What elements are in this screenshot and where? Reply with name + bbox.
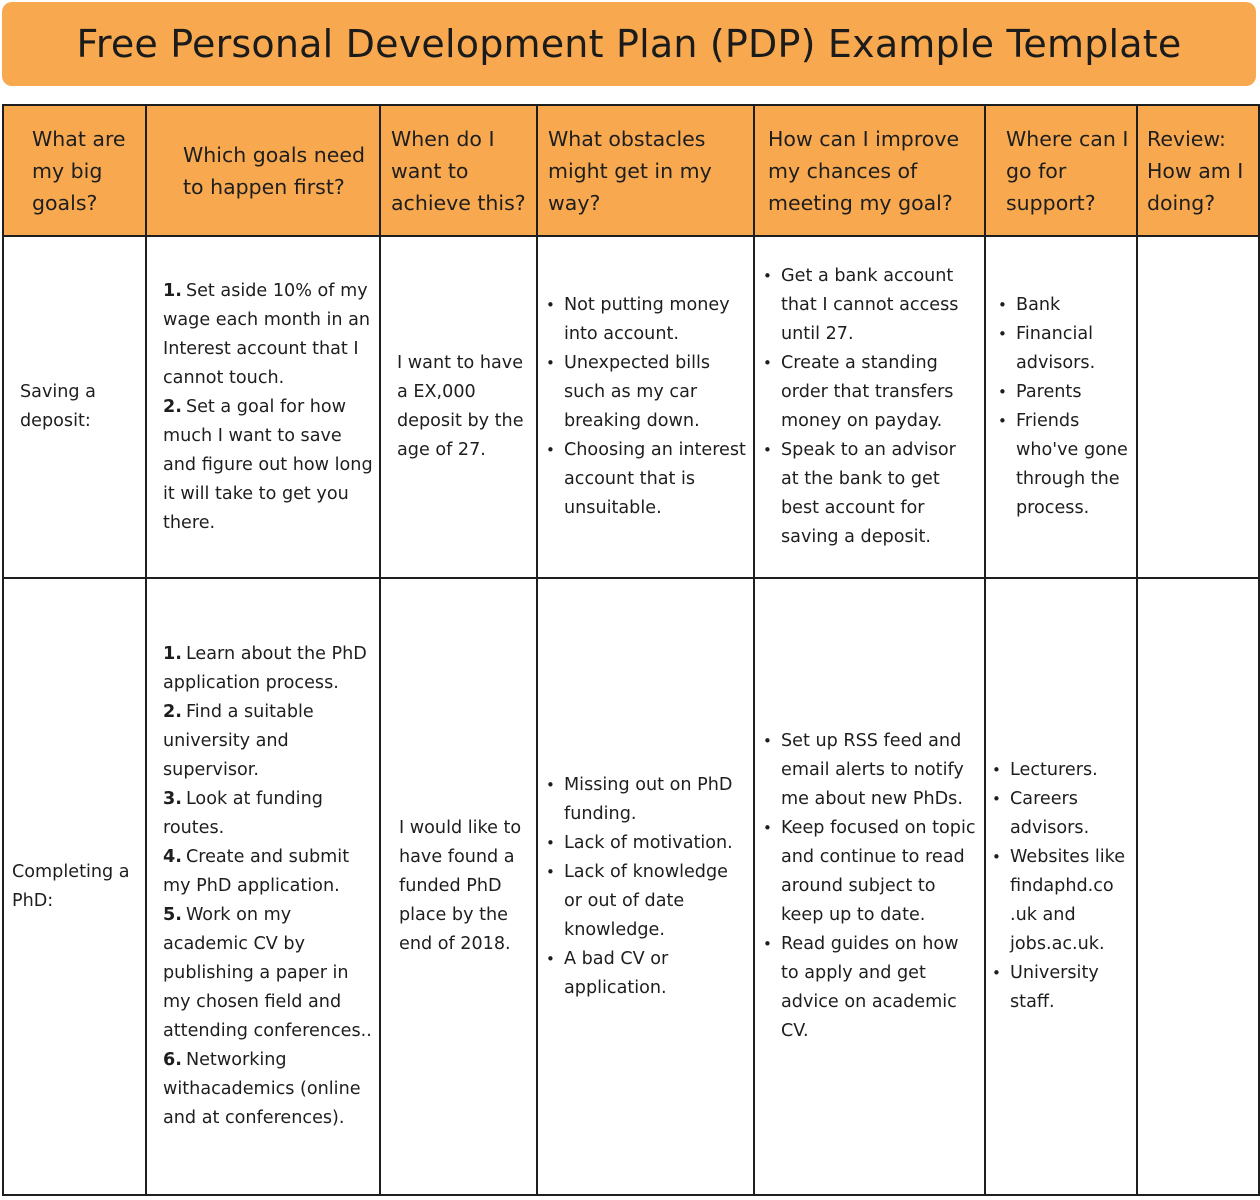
step-text: Set aside 10% of my wage each month in an Interest account that I cannot touch. — [163, 280, 371, 388]
obstacle-item: • Lack of motivation. — [546, 829, 747, 858]
improve-list — [763, 262, 978, 552]
header-goals-first: Which goals need to happen first? — [146, 105, 380, 236]
obstacles-cell — [537, 578, 754, 1195]
step-number: 6. — [163, 1050, 182, 1070]
goal-cell: Completing a PhD: — [3, 578, 146, 1195]
improve-item: • Read guides on how to apply and get advice on academic CV. — [763, 930, 978, 1046]
obstacle-item: • Unexpected bills such as my car breaking down. — [546, 349, 747, 436]
step-item — [163, 785, 373, 843]
obstacles-cell — [537, 236, 754, 578]
obstacle-item: • Missing out on PhD funding. — [546, 771, 747, 829]
step-item — [163, 843, 373, 901]
obstacle-item: • A bad CV or application. — [546, 945, 747, 1003]
step-item — [163, 901, 373, 1046]
review-cell — [1137, 578, 1259, 1195]
title-banner — [2, 2, 1256, 86]
obstacles-list — [546, 771, 747, 1003]
step-number: 5. — [163, 905, 182, 925]
table-row — [3, 236, 1259, 578]
step-item — [163, 393, 373, 538]
header-support: Where can I go for support? — [985, 105, 1137, 236]
step-number: 2. — [163, 396, 182, 417]
obstacle-item: • Not putting money into account. — [546, 291, 747, 349]
support-item: • Bank — [998, 291, 1130, 320]
improve-item: • Create a standing order that transfers money on payday. — [763, 349, 978, 436]
header-improve: How can I improve my chances of meeting my goal? — [754, 105, 985, 236]
support-cell — [985, 578, 1137, 1195]
support-item: • Parents — [998, 378, 1130, 407]
table-row — [3, 578, 1259, 1195]
step-text: Set a goal for how much I want to save and figure out how long it will take to get you there. — [163, 396, 373, 533]
support-item: • Websites like findaphd.co .uk and jobs.ac.uk. — [992, 843, 1130, 959]
header-review: Review: How am I doing? — [1137, 105, 1259, 236]
step-text: Networking withacademics (online and at conferences). — [163, 1050, 361, 1128]
support-item: • Financial advisors. — [998, 320, 1130, 378]
improve-cell — [754, 578, 985, 1195]
steps-list — [163, 640, 373, 1133]
steps-cell — [146, 236, 380, 578]
improve-item: • Set up RSS feed and email alerts to notify me about new PhDs. — [763, 727, 978, 814]
step-text: Learn about the PhD application process. — [163, 644, 367, 693]
step-number: 3. — [163, 789, 182, 809]
support-item: • Friends who've gone through the process. — [998, 407, 1130, 523]
header-big-goals: What are my big goals? — [3, 105, 146, 236]
support-cell — [985, 236, 1137, 578]
steps-list — [163, 277, 373, 538]
improve-item: • Speak to an advisor at the bank to get best account for saving a deposit. — [763, 436, 978, 552]
when-cell: I want to have a EX,000 deposit by the age of 27. — [380, 236, 537, 578]
when-cell: I would like to have found a funded PhD place by the end of 2018. — [380, 578, 537, 1195]
step-number: 1. — [163, 280, 182, 301]
improve-item: • Keep focused on topic and continue to read around subject to keep up to date. — [763, 814, 978, 930]
step-number: 2. — [163, 702, 182, 722]
improve-item: • Get a bank account that I cannot access until 27. — [763, 262, 978, 349]
header-when: When do I want to achieve this? — [380, 105, 537, 236]
step-item — [163, 1046, 373, 1133]
obstacle-item: • Choosing an interest account that is unsuitable. — [546, 436, 747, 523]
step-item — [163, 277, 373, 393]
steps-cell — [146, 578, 380, 1195]
improve-list — [763, 727, 978, 1046]
support-item: • Careers advisors. — [992, 785, 1130, 843]
pdp-table — [2, 104, 1260, 1196]
improve-cell — [754, 236, 985, 578]
step-text: Look at funding routes. — [163, 789, 323, 838]
step-text: Work on my academic CV by publishing a paper in my chosen field and attending conferences.. — [163, 905, 372, 1041]
header-row — [3, 105, 1259, 236]
support-list — [992, 756, 1130, 1017]
goal-cell: Saving a deposit: — [3, 236, 146, 578]
page-title: Free Personal Development Plan (PDP) Example Template — [76, 22, 1182, 66]
support-item: • Lecturers. — [992, 756, 1130, 785]
step-item — [163, 640, 373, 698]
obstacles-list — [546, 291, 747, 523]
header-obstacles: What obstacles might get in my way? — [537, 105, 754, 236]
review-cell — [1137, 236, 1259, 578]
step-number: 4. — [163, 847, 182, 867]
obstacle-item: • Lack of knowledge or out of date knowledge. — [546, 858, 747, 945]
step-text: Create and submit my PhD application. — [163, 847, 350, 896]
step-number: 1. — [163, 644, 182, 664]
support-item: • University staff. — [992, 959, 1130, 1017]
step-item — [163, 698, 373, 785]
step-text: Find a suitable university and supervisor. — [163, 702, 314, 780]
support-list — [998, 291, 1130, 523]
